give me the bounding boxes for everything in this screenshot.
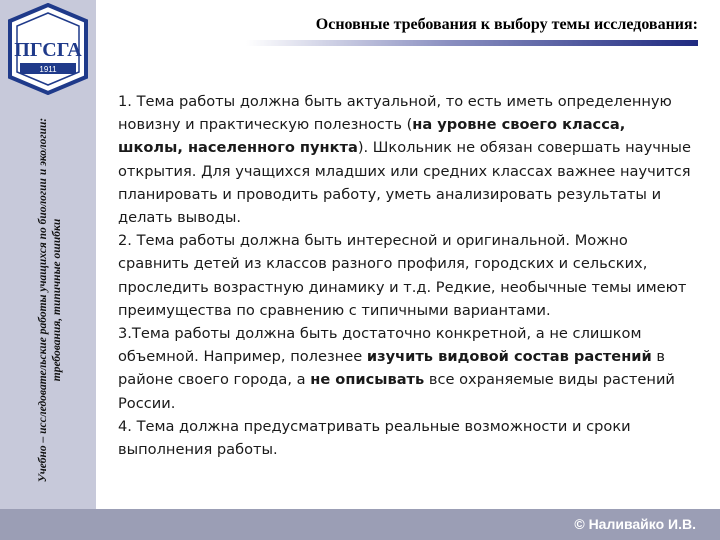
logo-year: 1911 (39, 65, 57, 74)
requirements-text (118, 90, 693, 461)
requirement-4: 4. Тема должна предусматривать реальные возможности и сроки выполнения работы. (118, 417, 631, 459)
sidebar (0, 0, 96, 540)
requirement-1: 1. Тема работы должна быть актуальной, то есть иметь определенную новизну и практическую полезность (на уровне своего класса, школы, населенного пункта). Школьник не обязан совершать научные открытия. Для учащихся младших или средних классах важнее научится планировать и проводить работу, уметь анализировать результаты и делать выводы. (118, 93, 691, 227)
vertical-caption-line2: требования, типичные ошибки (51, 218, 63, 382)
logo-text: ПГСГА (14, 39, 82, 61)
footer-bar (0, 509, 720, 540)
slide-title: Основные требования к выбору темы исследования: (315, 16, 698, 33)
requirement-2: 2. Тема работы должна быть интересной и оригинальной. Можно сравнить детей из классов разного профиля, городских и сельских, проследить возрастную динамику и т.д. Редкие, необычные темы имеют преимущества по сравнению с типичными вариантами. (118, 232, 687, 319)
requirement-3: 3.Тема работы должна быть достаточно конкретной, а не слишком объемной. Например, полезнее изучить видовой состав растений в районе своего города, а не описывать все охраняемые виды растений России. (118, 325, 675, 412)
vertical-caption-line1: Учебно – исследовательские работы учащихся по биологии и экологии: (37, 117, 49, 483)
title-gradient-bar (246, 40, 698, 46)
vertical-caption (20, 100, 80, 500)
university-logo (6, 3, 90, 95)
copyright-text: © Наливайко И.В. (574, 516, 696, 532)
